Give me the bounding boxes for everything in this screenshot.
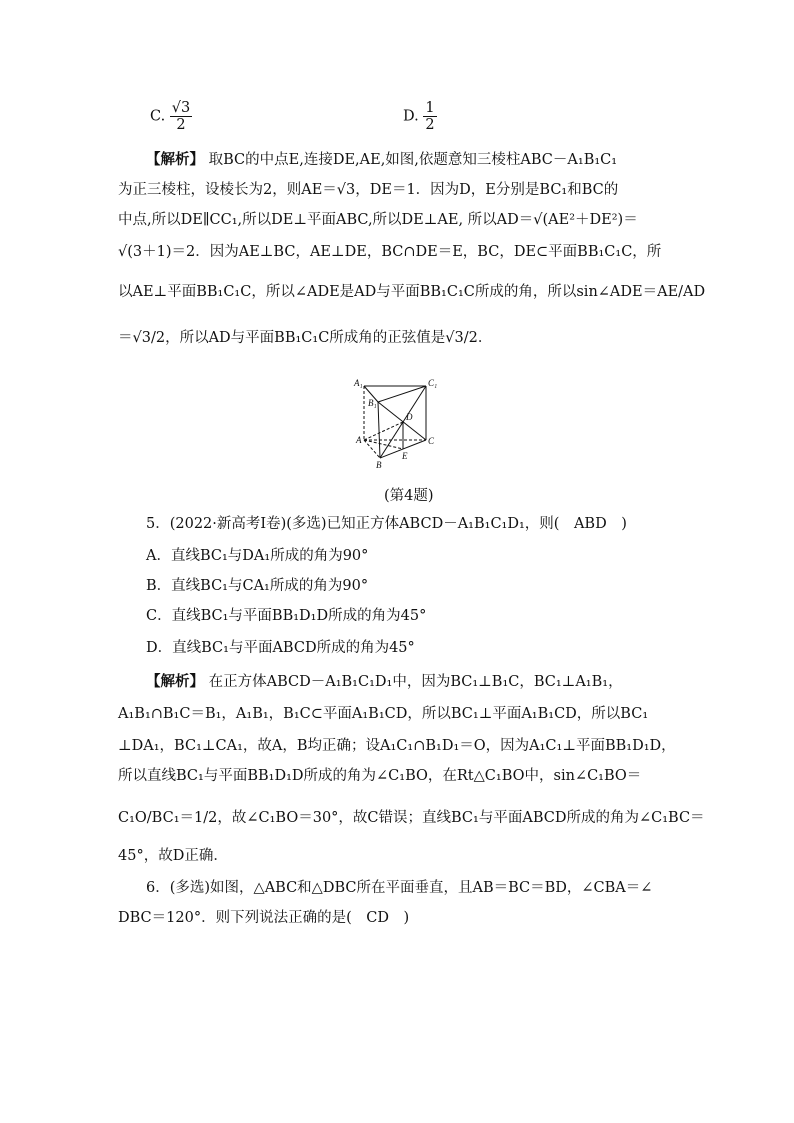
q4-solution-line-3: 中点,所以DE∥CC₁,所以DE⊥平面ABC,所以DE⊥AE, 所以AD＝√(AE²＋DE²)＝ [118,212,638,228]
label-e: E [402,451,408,461]
solution-tag: 【解析】 [146,673,204,690]
solution-text: 取BC的中点E,连接DE,AE,如图,依题意知三棱柱ABC－A₁B₁C₁ [208,152,618,168]
option-c-label: C. [150,108,166,125]
q5-solution-line-1 [146,672,706,692]
option-c-numerator: √3 [171,100,191,116]
option-d-fraction [423,100,436,133]
edge-ab [364,440,380,458]
q5-option-c: C．直线BC₁与平面BB₁D₁D所成的角为45° [146,608,427,624]
label-b1: B₁ [368,398,377,408]
q5-option-d: D．直线BC₁与平面ABCD所成的角为45° [146,640,415,656]
segment-ae [364,440,403,449]
label-a1: A₁ [354,378,363,388]
label-c1: C₁ [428,378,438,388]
option-d-label: D. [403,108,419,125]
q4-solution-line-6: ＝√3/2，所以AD与平面BB₁C₁C所成角的正弦值是√3/2． [118,330,493,346]
q5-solution-line-5: C₁O/BC₁＝1/2，故∠C₁BO＝30°，故C错误；直线BC₁与平面ABCD所成的角为∠C₁BC＝ [118,810,705,826]
figure-caption: (第4题) [384,488,434,504]
edge-b1c1 [378,386,426,402]
q4-solution-line-2: 为正三棱柱，设棱长为2，则AE＝√3，DE＝1．因为D，E分别是BC₁和BC的 [118,182,619,198]
option-c [150,100,192,133]
option-c-fraction [170,100,192,133]
q5-stem: 5．(2022·新高考Ⅰ卷)(多选)已知正方体ABCD－A₁B₁C₁D₁，则( ABD ) [146,516,627,532]
label-d: D [406,412,413,422]
label-b: B [376,460,382,470]
prism-figure [346,372,446,482]
q5-solution-line-2: A₁B₁∩B₁C＝B₁，A₁B₁，B₁C⊂平面A₁B₁CD，所以BC₁⊥平面A₁B₁CD，所以BC₁ [118,706,649,722]
q5-option-a: A．直线BC₁与DA₁所成的角为90° [146,548,369,564]
q6-stem-line-2: DBC＝120°．则下列说法正确的是( CD ) [118,910,410,926]
solution-tag: 【解析】 [146,151,204,168]
option-d [403,100,437,133]
edge-b1c [378,402,426,440]
q5-solution-line-3: ⊥DA₁，BC₁⊥CA₁，故A，B均正确；设A₁C₁∩B₁D₁＝O，因为A₁C₁⊥平面BB₁D₁D， [118,738,676,754]
edge-b1b [378,402,380,458]
q4-solution-line-5: 以AE⊥平面BB₁C₁C，所以∠ADE是AD与平面BB₁C₁C所成的角，所以sin∠ADE＝AE/AD [118,284,706,300]
option-c-denominator: 2 [176,117,186,133]
q6-stem-line-1: 6．(多选)如图，△ABC和△DBC所在平面垂直，且AB＝BC＝BD，∠CBA＝∠ [146,880,653,896]
q5-solution-line-6: 45°，故D正确． [118,848,228,864]
option-d-numerator: 1 [425,100,435,116]
label-c: C [428,436,435,446]
q5-solution-line-4: 所以直线BC₁与平面BB₁D₁D所成的角为∠C₁BO，在Rt△C₁BO中，sin∠C₁BO＝ [118,768,642,784]
label-a: A [356,435,362,445]
q4-solution-line-4: √(3＋1)＝2．因为AE⊥BC，AE⊥DE，BC∩DE＝E，BC，DE⊂平面BB₁C₁C，所 [118,244,662,260]
solution-text: 在正方体ABCD－A₁B₁C₁D₁中，因为BC₁⊥B₁C，BC₁⊥A₁B₁， [208,674,623,690]
q4-solution-line-1 [146,150,706,170]
q5-option-b: B．直线BC₁与CA₁所成的角为90° [146,578,369,594]
option-d-denominator: 2 [425,117,435,133]
